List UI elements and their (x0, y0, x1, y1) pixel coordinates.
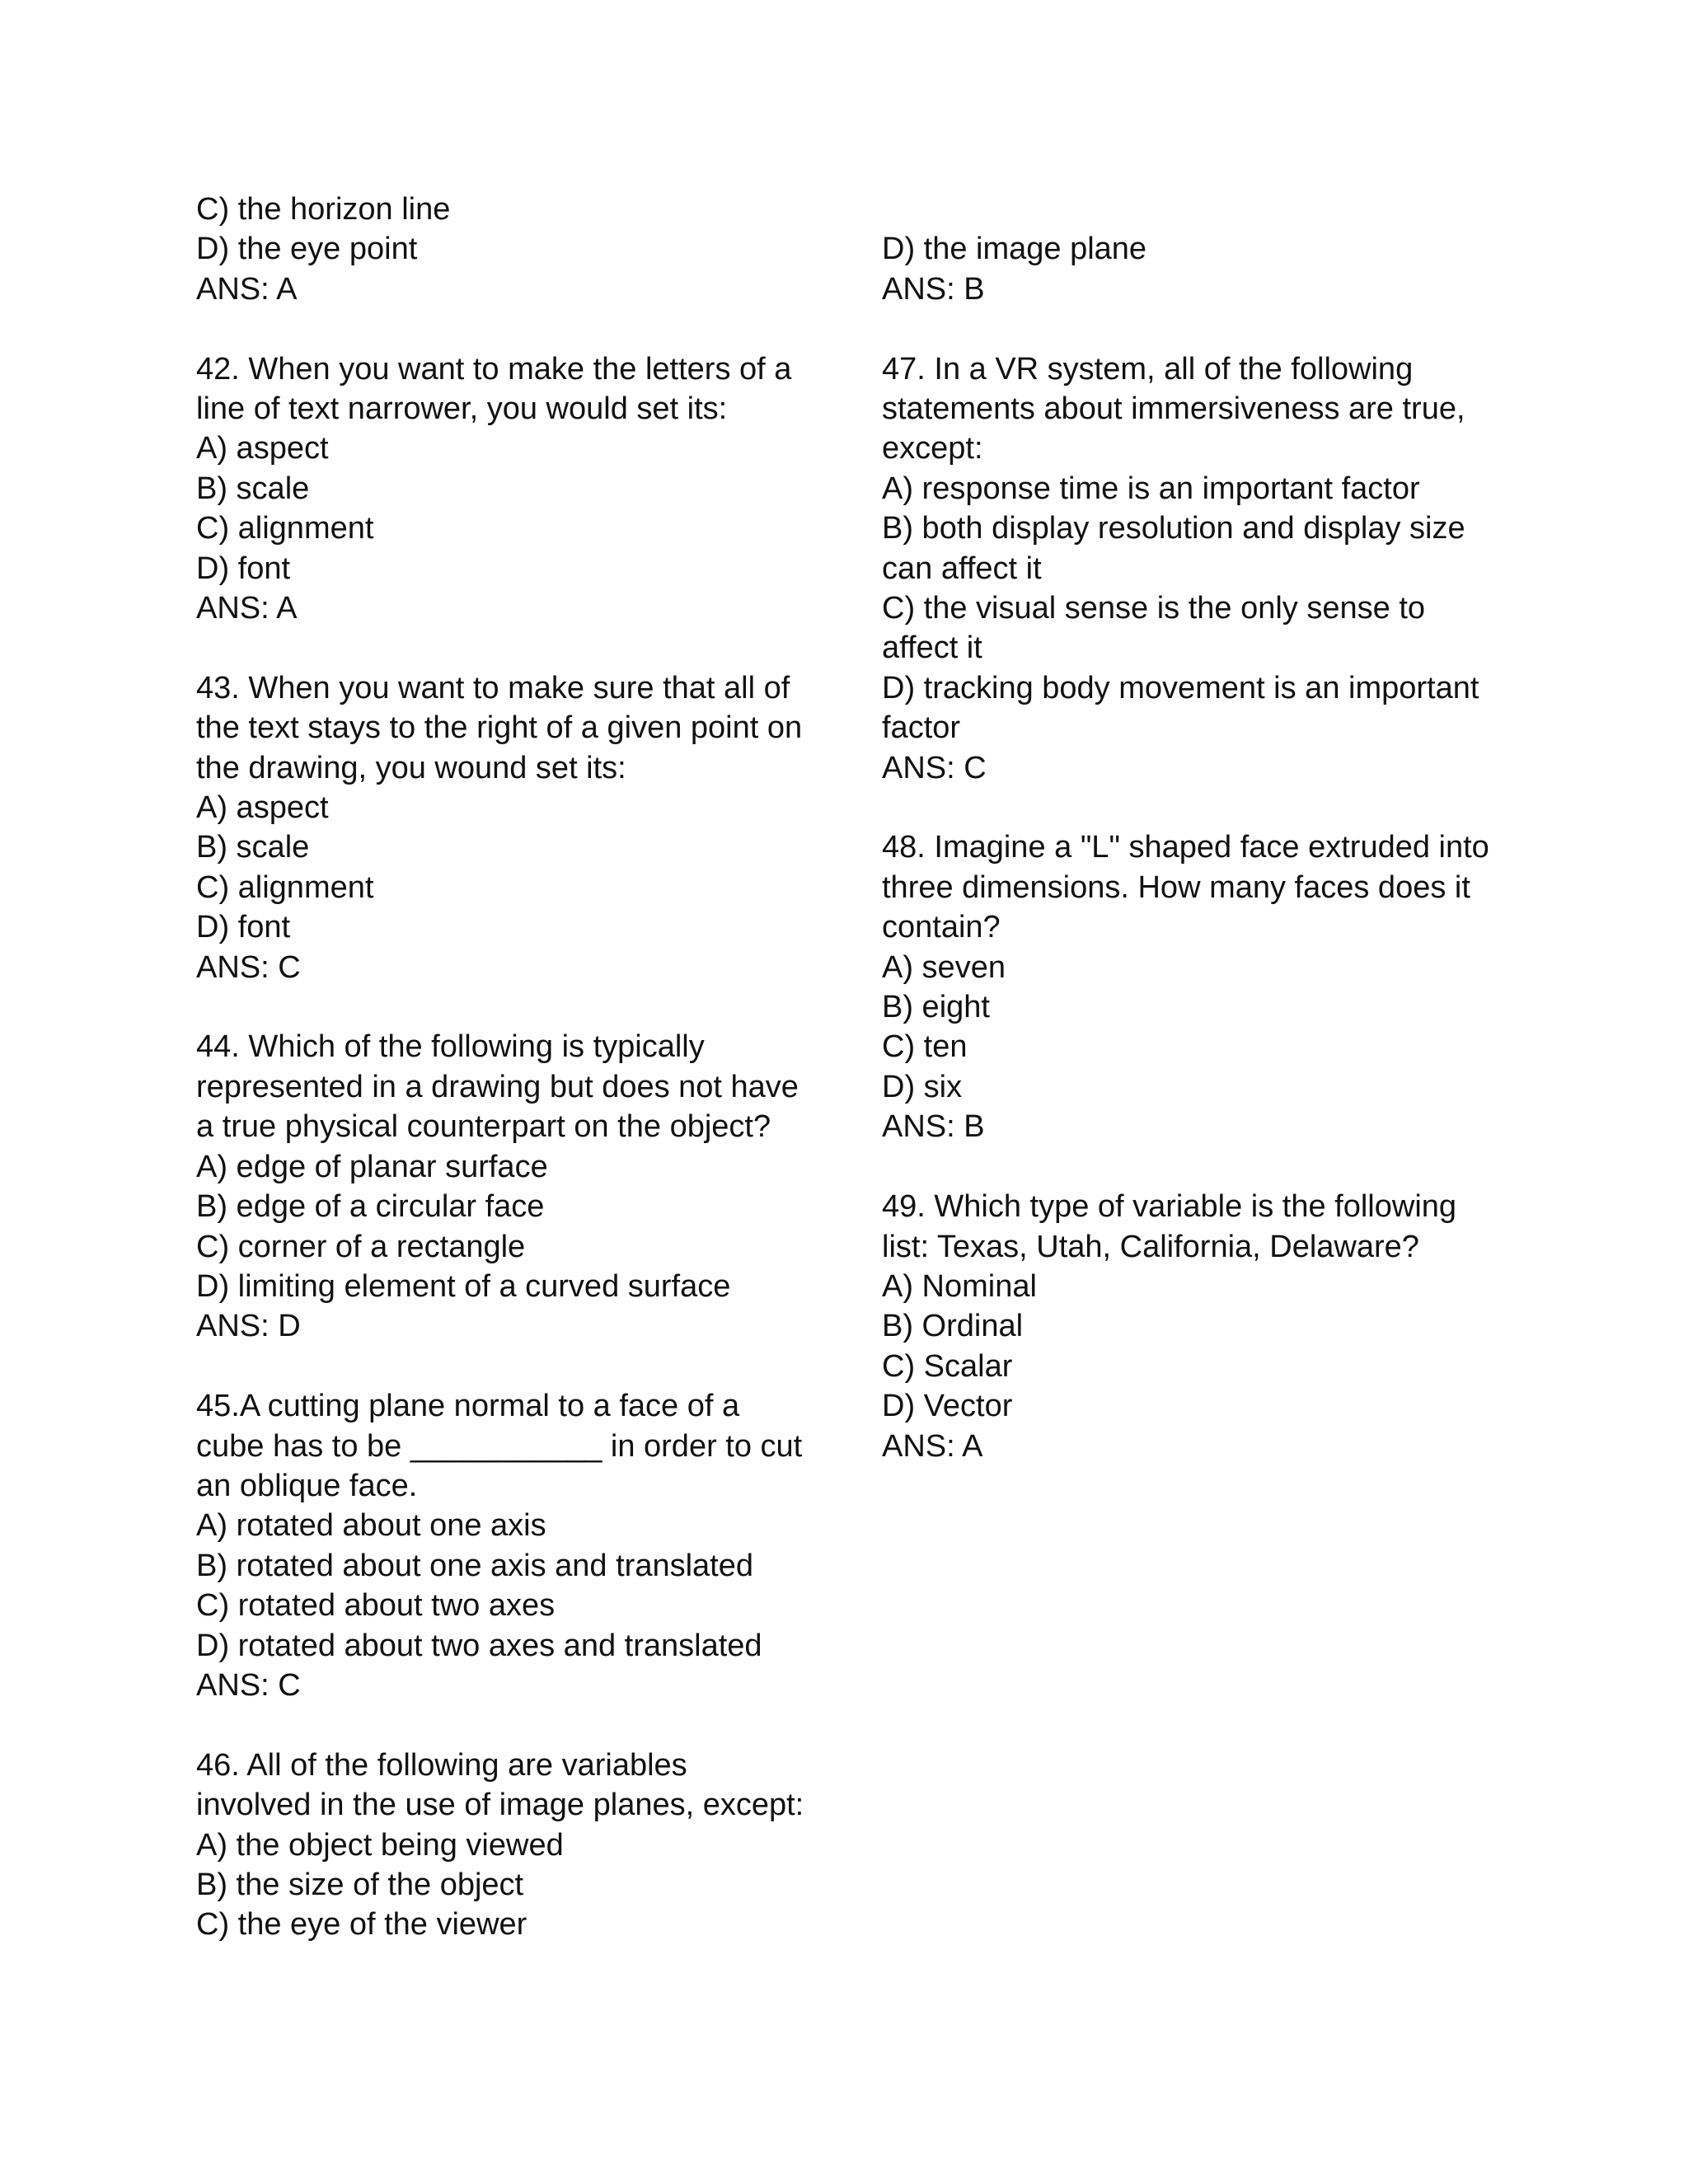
text-line: ANS: C (196, 949, 301, 985)
text-line: factor (882, 710, 961, 746)
text-line: 42. When you want to make the letters of a (196, 351, 792, 387)
text-line: D) tracking body movement is an important (882, 670, 1479, 705)
text-line: C) Scalar (882, 1348, 1013, 1384)
text-line: three dimensions. How many faces does it (882, 869, 1470, 905)
text-line: C) alignment (196, 511, 374, 546)
text-line: D) the image plane (882, 232, 1147, 267)
text-line: A) Nominal (882, 1268, 1037, 1304)
text-line: 44. Which of the following is typically (196, 1029, 705, 1065)
text-line: D) limiting element of a curved surface (196, 1268, 731, 1304)
text-line: ANS: A (882, 1428, 983, 1464)
text-line: ANS: C (882, 750, 987, 785)
text-line: represented in a drawing but does not have (196, 1069, 799, 1104)
text-line: cube has to be ___________ in order to cut (196, 1428, 803, 1464)
question-block (196, 1746, 823, 1945)
text-line: ANS: D (196, 1309, 301, 1344)
question-block (196, 1027, 823, 1346)
text-line: B) both display resolution and display size (882, 511, 1465, 546)
text-line: B) edge of a circular face (196, 1189, 545, 1225)
text-line: C) the horizon line (196, 192, 451, 227)
text-line: D) the eye point (196, 232, 418, 267)
right-column (882, 229, 1492, 1466)
text-line: A) aspect (196, 790, 329, 826)
text-line: line of text narrower, you would set its: (196, 391, 728, 427)
text-line: affect it (882, 630, 982, 666)
question-block (882, 349, 1492, 788)
text-line: B) the size of the object (196, 1867, 524, 1902)
text-line: C) ten (882, 1029, 968, 1065)
text-line: C) the eye of the viewer (196, 1907, 528, 1943)
text-line: C) alignment (196, 869, 374, 905)
text-line: C) the visual sense is the only sense to (882, 591, 1426, 626)
left-column (196, 190, 823, 1945)
text-line: B) Ordinal (882, 1309, 1024, 1344)
text-line: B) scale (196, 471, 310, 506)
text-line: A) aspect (196, 431, 329, 466)
question-block (196, 1386, 823, 1705)
text-line: ANS: B (882, 271, 985, 307)
question-block (882, 1187, 1492, 1466)
text-line: D) font (196, 551, 291, 586)
text-line: 45.A cutting plane normal to a face of a (196, 1389, 740, 1424)
question-block (196, 190, 823, 309)
text-line: except: (882, 431, 983, 466)
text-line: A) response time is an important factor (882, 471, 1420, 506)
text-line: D) font (196, 910, 291, 945)
text-line: C) corner of a rectangle (196, 1229, 526, 1264)
text-line: D) Vector (882, 1389, 1013, 1424)
text-line: B) scale (196, 830, 310, 865)
text-line: ANS: B (882, 1109, 985, 1145)
text-line: involved in the use of image planes, except: (196, 1788, 804, 1823)
text-line: a true physical counterpart on the object? (196, 1109, 771, 1145)
text-line: C) rotated about two axes (196, 1588, 556, 1624)
text-line: B) eight (882, 990, 990, 1025)
question-block (196, 668, 823, 987)
text-line: can affect it (882, 551, 1042, 586)
text-line: A) edge of planar surface (196, 1149, 548, 1184)
text-line: list: Texas, Utah, California, Delaware? (882, 1229, 1419, 1264)
text-line: 48. Imagine a "L" shaped face extruded into (882, 830, 1489, 865)
text-line: an oblique face. (196, 1468, 418, 1503)
text-line: A) seven (882, 949, 1006, 985)
text-line: D) six (882, 1069, 963, 1104)
text-line: 49. Which type of variable is the following (882, 1189, 1457, 1225)
question-block (882, 827, 1492, 1146)
question-block (882, 229, 1492, 309)
text-line: the text stays to the right of a given point on (196, 710, 803, 746)
question-block (196, 349, 823, 629)
text-line: B) rotated about one axis and translated (196, 1548, 754, 1583)
text-line: A) rotated about one axis (196, 1508, 546, 1544)
text-line: statements about immersiveness are true, (882, 391, 1465, 426)
text-line: A) the object being viewed (196, 1827, 564, 1863)
text-line: 47. In a VR system, all of the following (882, 351, 1414, 387)
text-line: contain? (882, 910, 1001, 945)
text-line: ANS: A (196, 271, 298, 307)
text-line: ANS: C (196, 1667, 301, 1703)
text-line: 43. When you want to make sure that all of (196, 670, 790, 705)
text-line: ANS: A (196, 591, 298, 626)
text-line: the drawing, you wound set its: (196, 750, 626, 785)
text-line: D) rotated about two axes and translated (196, 1628, 762, 1663)
text-line: 46. All of the following are variables (196, 1747, 687, 1783)
